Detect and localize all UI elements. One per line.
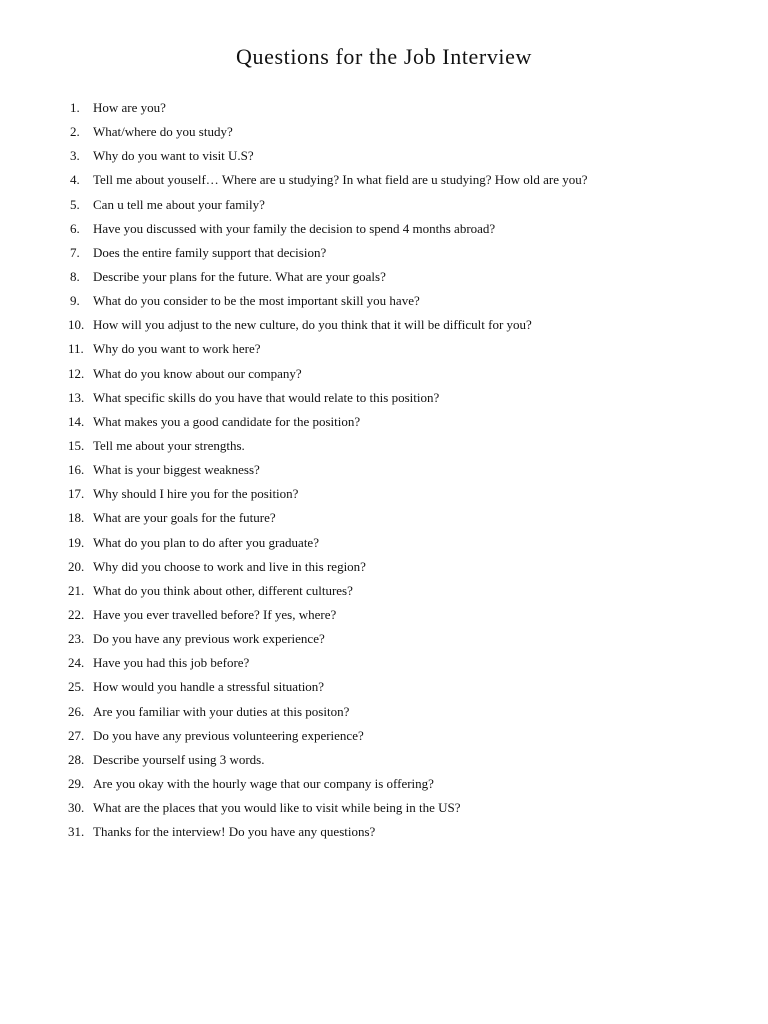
question-text: How are you? <box>93 100 166 115</box>
question-number: 30. <box>68 800 85 816</box>
question-text: What are the places that you would like to visit while being in the US? <box>93 800 461 816</box>
question-item <box>62 144 742 168</box>
question-item <box>62 700 742 724</box>
question-number: 21. <box>68 582 85 598</box>
question-text: Are you okay with the hourly wage that our company is offering? <box>93 775 434 791</box>
question-text: Tell me about youself… Where are u studying? In what field are u studying? How old are you? <box>93 172 588 188</box>
question-list <box>62 96 742 844</box>
question-text: Can u tell me about your family? <box>93 196 265 212</box>
question-item <box>62 651 742 675</box>
question-item <box>62 434 742 458</box>
question-number: 19. <box>68 534 85 550</box>
question-item <box>62 313 742 337</box>
question-text: What do you know about our company? <box>93 365 302 381</box>
question-number: 29. <box>68 775 85 791</box>
question-item <box>62 724 742 748</box>
question-item <box>62 772 742 796</box>
question-number: 10. <box>68 317 85 333</box>
question-number: 22. <box>68 606 85 622</box>
question-number: 17. <box>68 486 85 502</box>
question-number: 12. <box>68 365 85 381</box>
question-number: 11. <box>68 341 84 357</box>
question-item <box>62 96 742 120</box>
question-item <box>62 675 742 699</box>
question-text: How would you handle a stressful situation? <box>93 679 325 695</box>
question-text: What is your biggest weakness? <box>93 462 260 478</box>
page-title: Questions for the Job Interview <box>236 44 532 69</box>
question-text: Have you had this job before? <box>93 655 250 671</box>
question-text: What are your goals for the future? <box>93 510 276 526</box>
question-item <box>62 482 742 506</box>
question-text: Why do you want to work here? <box>93 341 261 357</box>
question-text: What/where do you study? <box>93 124 233 140</box>
question-item <box>62 120 742 144</box>
question-item <box>62 386 742 410</box>
question-item <box>62 265 742 289</box>
question-item <box>62 337 742 361</box>
question-text: Tell me about your strengths. <box>93 437 245 453</box>
question-number: 28. <box>68 751 85 767</box>
question-number: 9. <box>70 293 80 309</box>
question-text: Why do you want to visit U.S? <box>93 148 254 164</box>
question-number: 7. <box>70 244 80 260</box>
question-text: What makes you a good candidate for the position? <box>93 413 361 429</box>
question-item <box>62 241 742 265</box>
question-text: Why should I hire you for the position? <box>93 486 299 502</box>
question-number: 31. <box>68 824 85 840</box>
question-item <box>62 796 742 820</box>
question-item <box>62 531 742 555</box>
question-item <box>62 506 742 530</box>
question-item <box>62 579 742 603</box>
question-number: 26. <box>68 703 85 719</box>
question-number: 3. <box>70 148 80 164</box>
question-text: What do you plan to do after you graduate? <box>93 534 319 550</box>
question-number: 4. <box>70 172 80 188</box>
question-item <box>62 820 742 844</box>
question-text: Why did you choose to work and live in this region? <box>93 558 366 574</box>
question-text: Do you have any previous volunteering experience? <box>93 727 364 743</box>
question-number: 16. <box>68 462 85 478</box>
question-number: 23. <box>68 631 85 647</box>
question-item <box>62 458 742 482</box>
question-number: 27. <box>68 727 85 743</box>
question-number: 8. <box>70 268 80 284</box>
question-item <box>62 748 742 772</box>
question-item <box>62 193 742 217</box>
question-number: 15. <box>68 437 85 453</box>
question-text: Does the entire family support that decision? <box>93 244 327 260</box>
question-text: What do you think about other, different cultures? <box>93 582 353 598</box>
question-text: What specific skills do you have that would relate to this position? <box>93 389 440 405</box>
question-text: What do you consider to be the most important skill you have? <box>93 293 420 309</box>
question-number: 20. <box>68 558 85 574</box>
question-number: 13. <box>68 389 85 405</box>
question-text: How will you adjust to the new culture, do you think that it will be difficult for you? <box>93 317 532 333</box>
question-number: 2. <box>70 124 80 140</box>
question-item <box>62 168 742 192</box>
question-number: 5. <box>70 196 80 212</box>
question-item <box>62 627 742 651</box>
question-text: Describe yourself using 3 words. <box>93 751 265 767</box>
question-item <box>62 289 742 313</box>
question-text: Are you familiar with your duties at this positon? <box>93 703 350 719</box>
question-number: 6. <box>70 220 80 236</box>
question-item <box>62 362 742 386</box>
question-item <box>62 217 742 241</box>
question-item <box>62 603 742 627</box>
question-number: 18. <box>68 510 85 526</box>
question-text: Describe your plans for the future. What are your goals? <box>93 268 386 284</box>
question-number: 1. <box>70 100 80 115</box>
question-item <box>62 555 742 579</box>
question-text: Thanks for the interview! Do you have any questions? <box>93 824 376 840</box>
question-number: 14. <box>68 413 85 429</box>
question-text: Have you discussed with your family the decision to spend 4 months abroad? <box>93 220 496 236</box>
question-item <box>62 410 742 434</box>
question-number: 24. <box>68 655 85 671</box>
question-text: Have you ever travelled before? If yes, where? <box>93 606 337 622</box>
question-number: 25. <box>68 679 85 695</box>
question-text: Do you have any previous work experience? <box>93 631 325 647</box>
